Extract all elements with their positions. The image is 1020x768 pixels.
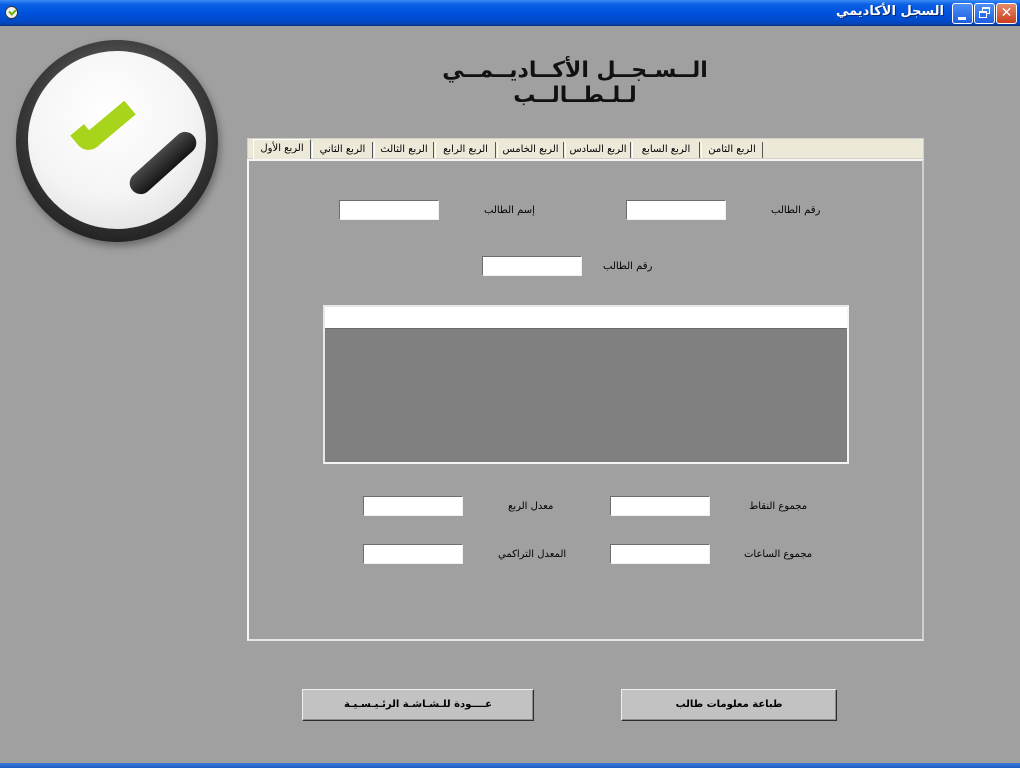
student-name-label: إسم الطالب	[484, 205, 535, 216]
tab-quarter-7[interactable]: الربع السابع	[632, 142, 700, 158]
hours-total-field[interactable]	[610, 544, 710, 564]
tab-quarter-5[interactable]: الربع الخامس	[497, 142, 564, 158]
logo-check-dark	[125, 127, 201, 198]
cumulative-gpa-label: المعدل التراكمي	[498, 549, 567, 560]
page-title: الــسـجــل الأكــاديــمــي لـلـطــالــب	[442, 58, 708, 108]
quarter-gpa-label: معدل الربع	[508, 501, 554, 512]
student-number-label: رقم الطالب	[771, 205, 821, 216]
close-button[interactable]	[996, 3, 1017, 24]
student-number-field[interactable]	[626, 200, 726, 220]
minimize-button[interactable]	[952, 3, 973, 24]
restore-button[interactable]	[974, 3, 995, 24]
student-number-lookup-field[interactable]	[482, 256, 582, 276]
logo-check-green	[70, 94, 136, 155]
tab-quarter-1[interactable]: الربع الأول	[253, 139, 311, 159]
window-title: السجل الأكاديمي	[835, 4, 944, 19]
tab-strip	[247, 138, 924, 159]
title-bar[interactable]	[0, 0, 1020, 26]
quarter-gpa-field[interactable]	[363, 496, 463, 516]
points-total-field[interactable]	[610, 496, 710, 516]
hours-total-label: مجموع الساعات	[744, 549, 813, 560]
student-number-lookup-label: رقم الطالب	[603, 261, 653, 272]
print-student-info-button[interactable]: طباعة معلومات طالب	[621, 689, 837, 721]
check-logo-icon[interactable]	[5, 6, 18, 19]
back-to-main-button[interactable]: عــــودة للـشـاشـة الرئـيـسـيـة	[302, 689, 534, 721]
tab-quarter-3[interactable]: الربع الثالث	[374, 142, 434, 158]
restore-icon-back	[979, 11, 987, 18]
cumulative-gpa-field[interactable]	[363, 544, 463, 564]
points-total-label: مجموع النقاط	[749, 501, 808, 512]
courses-grid[interactable]	[323, 305, 849, 464]
close-icon: ✕	[1000, 5, 1013, 21]
tab-quarter-4[interactable]: الربع الرابع	[435, 142, 496, 158]
minimize-icon	[958, 17, 966, 20]
check-logo-icon	[16, 40, 218, 242]
student-name-field[interactable]	[339, 200, 439, 220]
grid-header-row[interactable]	[325, 307, 847, 329]
logo-face	[28, 51, 206, 229]
tab-quarter-2[interactable]: الربع الثاني	[312, 142, 373, 158]
taskbar-edge	[0, 763, 1020, 768]
tab-quarter-8[interactable]: الربع الثامن	[701, 142, 763, 158]
tab-quarter-6[interactable]: الربع السادس	[565, 142, 631, 158]
